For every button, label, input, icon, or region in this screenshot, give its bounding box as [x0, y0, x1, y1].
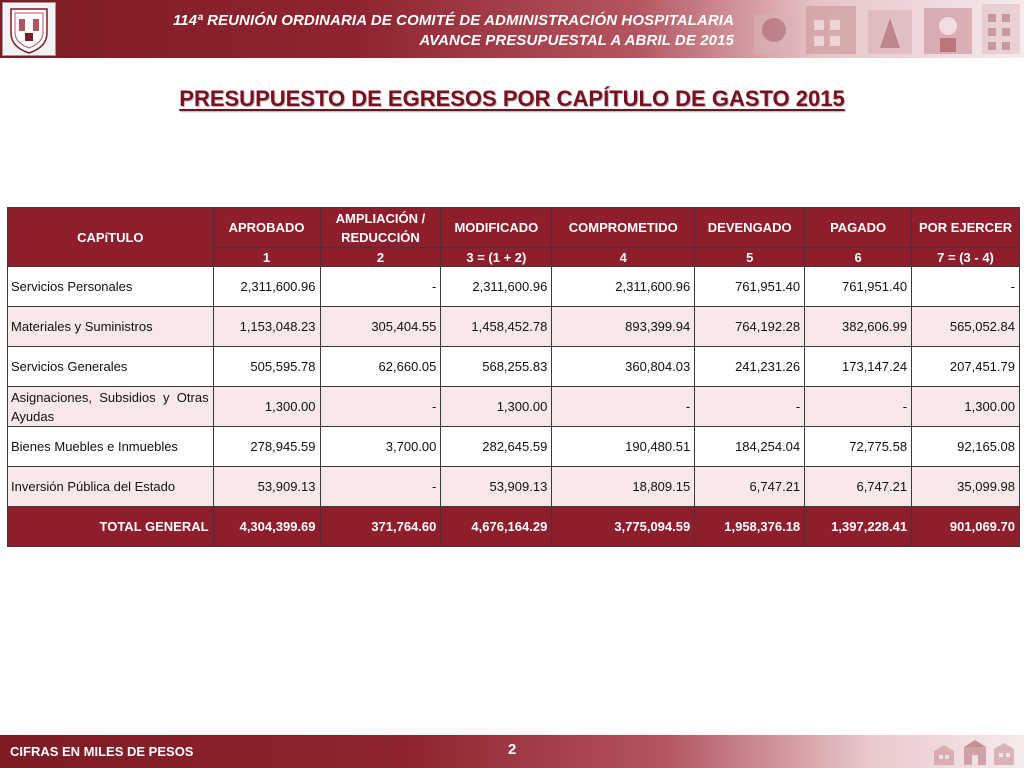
total-devengado: 1,958,376.18 — [695, 507, 805, 547]
total-row — [8, 507, 1020, 547]
cell-comprometido: 893,399.94 — [552, 307, 695, 347]
cell-ampliacion: 62,660.05 — [320, 347, 441, 387]
cell-comprometido: - — [552, 387, 695, 427]
page-number: 2 — [508, 741, 517, 758]
cell-devengado: 761,951.40 — [695, 267, 805, 307]
cell-por-ejercer: - — [912, 267, 1020, 307]
cell-comprometido: 360,804.03 — [552, 347, 695, 387]
footer-band — [0, 735, 1024, 768]
cell-ampliacion: - — [320, 387, 441, 427]
total-modificado: 4,676,164.29 — [441, 507, 552, 547]
cell-por-ejercer: 92,165.08 — [912, 427, 1020, 467]
university-seal-icon — [2, 2, 56, 56]
total-label: TOTAL GENERAL — [8, 507, 214, 547]
cell-aprobado: 53,909.13 — [213, 467, 320, 507]
cell-modificado: 1,300.00 — [441, 387, 552, 427]
cell-ampliacion: 3,700.00 — [320, 427, 441, 467]
table-row — [8, 467, 1020, 507]
cell-pagado: - — [805, 387, 912, 427]
cell-aprobado: 1,300.00 — [213, 387, 320, 427]
table-row — [8, 347, 1020, 387]
report-subtitle: AVANCE PRESUPUESTAL A ABRIL DE 2015 — [419, 32, 734, 49]
row-label: Servicios Generales — [8, 347, 214, 387]
cell-devengado: 764,192.28 — [695, 307, 805, 347]
cell-pagado: 6,747.21 — [805, 467, 912, 507]
cell-modificado: 1,458,452.78 — [441, 307, 552, 347]
cell-aprobado: 1,153,048.23 — [213, 307, 320, 347]
col-index: 4 — [552, 248, 695, 267]
cell-devengado: - — [695, 387, 805, 427]
cell-comprometido: 190,480.51 — [552, 427, 695, 467]
cell-comprometido: 18,809.15 — [552, 467, 695, 507]
col-index: 6 — [805, 248, 912, 267]
table-row — [8, 267, 1020, 307]
cell-pagado: 173,147.24 — [805, 347, 912, 387]
cell-aprobado: 2,311,600.96 — [213, 267, 320, 307]
cell-ampliacion: - — [320, 467, 441, 507]
total-ampliacion: 371,764.60 — [320, 507, 441, 547]
total-aprobado: 4,304,399.69 — [213, 507, 320, 547]
col-header-ampliacion: AMPLIACIÓN / REDUCCIÓN — [320, 208, 441, 248]
col-index: 7 = (3 - 4) — [912, 248, 1020, 267]
budget-table — [7, 207, 1020, 547]
col-index: 5 — [695, 248, 805, 267]
meeting-title: 114ª REUNIÓN ORDINARIA DE COMITÉ DE ADMINISTRACIÓN HOSPITALARIA — [172, 12, 734, 29]
cell-pagado: 72,775.58 — [805, 427, 912, 467]
col-header-comprometido: COMPROMETIDO — [552, 208, 695, 248]
table-row — [8, 427, 1020, 467]
row-label: Servicios Personales — [8, 267, 214, 307]
cell-ampliacion: - — [320, 267, 441, 307]
col-header-modificado: MODIFICADO — [441, 208, 552, 248]
row-label: Bienes Muebles e Inmuebles — [8, 427, 214, 467]
hospital-building-icon — [930, 737, 1020, 767]
cell-modificado: 568,255.83 — [441, 347, 552, 387]
header-row — [8, 208, 1020, 248]
cell-pagado: 761,951.40 — [805, 267, 912, 307]
cell-aprobado: 505,595.78 — [213, 347, 320, 387]
col-header-capitulo: CAPíTULO — [8, 208, 214, 267]
cell-por-ejercer: 565,052.84 — [912, 307, 1020, 347]
cell-modificado: 2,311,600.96 — [441, 267, 552, 307]
col-index: 3 = (1 + 2) — [441, 248, 552, 267]
total-pagado: 1,397,228.41 — [805, 507, 912, 547]
col-header-devengado: DEVENGADO — [695, 208, 805, 248]
cell-modificado: 53,909.13 — [441, 467, 552, 507]
cell-por-ejercer: 1,300.00 — [912, 387, 1020, 427]
footer-note: CIFRAS EN MILES DE PESOS — [10, 744, 194, 759]
cell-aprobado: 278,945.59 — [213, 427, 320, 467]
cell-por-ejercer: 35,099.98 — [912, 467, 1020, 507]
cell-modificado: 282,645.59 — [441, 427, 552, 467]
row-label: Inversión Pública del Estado — [8, 467, 214, 507]
col-index: 1 — [213, 248, 320, 267]
total-por-ejercer: 901,069.70 — [912, 507, 1020, 547]
cell-por-ejercer: 207,451.79 — [912, 347, 1020, 387]
cell-devengado: 6,747.21 — [695, 467, 805, 507]
col-header-por-ejercer: POR EJERCER — [912, 208, 1020, 248]
total-comprometido: 3,775,094.59 — [552, 507, 695, 547]
hospital-collage-icon — [744, 0, 1024, 58]
header-band — [0, 0, 1024, 58]
cell-ampliacion: 305,404.55 — [320, 307, 441, 347]
col-header-pagado: PAGADO — [805, 208, 912, 248]
col-index: 2 — [320, 248, 441, 267]
table-row — [8, 387, 1020, 427]
table-row — [8, 307, 1020, 347]
cell-pagado: 382,606.99 — [805, 307, 912, 347]
cell-devengado: 241,231.26 — [695, 347, 805, 387]
col-header-aprobado: APROBADO — [213, 208, 320, 248]
cell-comprometido: 2,311,600.96 — [552, 267, 695, 307]
page-title: PRESUPUESTO DE EGRESOS POR CAPÍTULO DE GASTO 2015 — [179, 86, 845, 111]
row-label: Materiales y Suministros — [8, 307, 214, 347]
cell-devengado: 184,254.04 — [695, 427, 805, 467]
row-label: Asignaciones, Subsidios y Otras Ayudas — [8, 387, 214, 427]
